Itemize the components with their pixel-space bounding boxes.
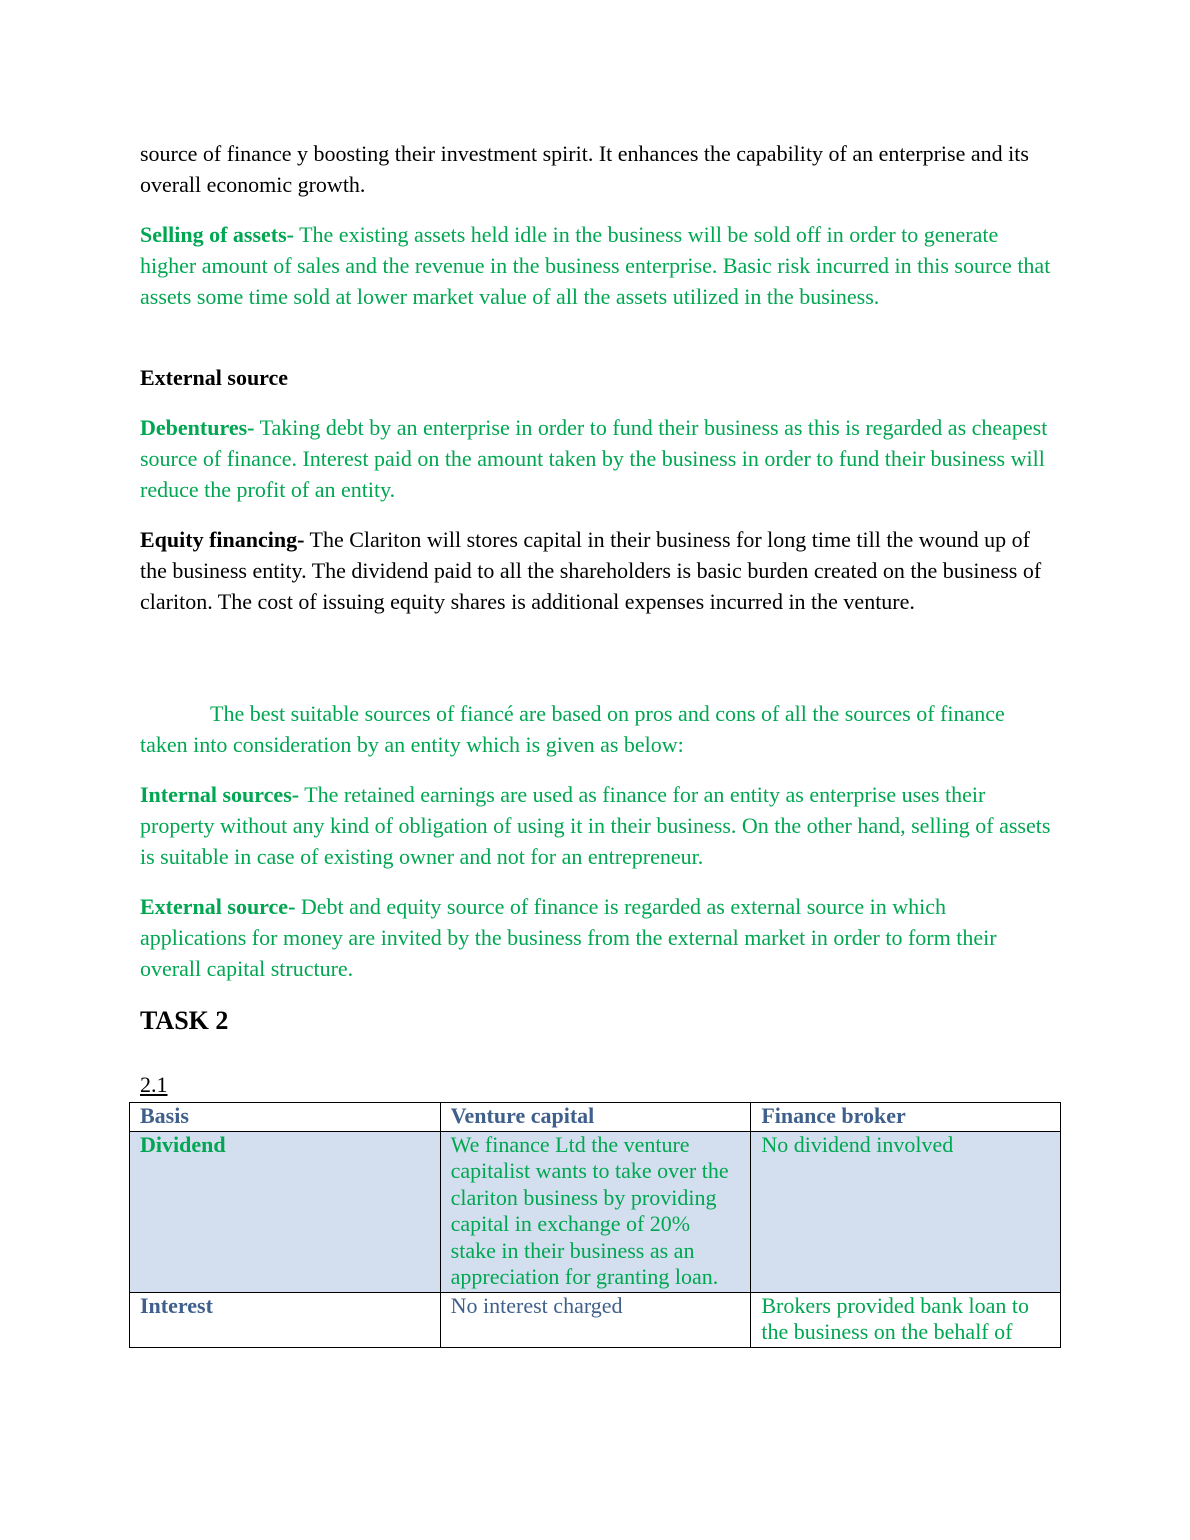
row-basis-cell: Dividend: [130, 1131, 441, 1292]
internal-sources-label: Internal sources-: [140, 782, 300, 807]
equity-financing-label: Equity financing-: [140, 527, 305, 552]
row-broker-cell: No dividend involved: [751, 1131, 1061, 1292]
task-2-heading: TASK 2: [140, 1006, 229, 1035]
header-basis: Basis: [130, 1103, 441, 1132]
external-source-label: External source-: [140, 894, 296, 919]
external-source-heading: External source: [140, 365, 289, 390]
selling-assets-paragraph: Selling of assets- The existing assets held idle in the business will be sold off in order to generate higher amount of sales and the revenue in the business enterprise. Basic risk incurred in this source that assets some time sold at lower market value of all the assets utilized in the business.: [140, 222, 1051, 309]
external-source-paragraph: External source- Debt and equity source of finance is regarded as external source in which applications for money are invited by the business from the external market in order to form their overall capital structure.: [140, 894, 997, 981]
intro-paragraph: source of finance y boosting their investment spirit. It enhances the capability of an enterprise and its overall economic growth.: [140, 141, 1029, 197]
debentures-label: Debentures-: [140, 415, 255, 440]
debentures-paragraph: Debentures- Taking debt by an enterprise in order to fund their business as this is regarded as cheapest source of finance. Interest paid on the amount taken by the business in order to fund their business will reduce the profit of an entity.: [140, 415, 1048, 502]
header-venture-capital: Venture capital: [440, 1103, 751, 1132]
section-2-1: 2.1: [140, 1072, 168, 1097]
equity-financing-paragraph: Equity financing- The Clariton will stores capital in their business for long time till the wound up of the business entity. The dividend paid to all the shareholders is basic burden created on the business of clariton. The cost of issuing equity shares is additional expenses incurred in the venture.: [140, 527, 1042, 614]
table-row: [130, 1292, 1061, 1347]
table-header-row: [130, 1103, 1061, 1132]
row-broker-cell: Brokers provided bank loan to the business on the behalf of: [751, 1292, 1061, 1347]
comparison-table: [129, 1102, 1061, 1348]
internal-sources-paragraph: Internal sources- The retained earnings are used as finance for an entity as enterprise uses their property without any kind of obligation of using it in their business. On the other hand, selling of assets is suitable in case of existing owner and not for an entrepreneur.: [140, 782, 1051, 869]
header-finance-broker: Finance broker: [751, 1103, 1061, 1132]
row-basis-cell: Interest: [130, 1292, 441, 1347]
table-row: [130, 1131, 1061, 1292]
selling-assets-label: Selling of assets-: [140, 222, 294, 247]
best-sources-paragraph: The best suitable sources of fiancé are based on pros and cons of all the sources of finance taken into consideration by an entity which is given as below:: [140, 701, 1005, 757]
row-venture-cell: We finance Ltd the venture capitalist wants to take over the clariton business by providing capital in exchange of 20% stake in their business as an appreciation for granting loan.: [440, 1131, 751, 1292]
row-venture-cell: No interest charged: [440, 1292, 751, 1347]
